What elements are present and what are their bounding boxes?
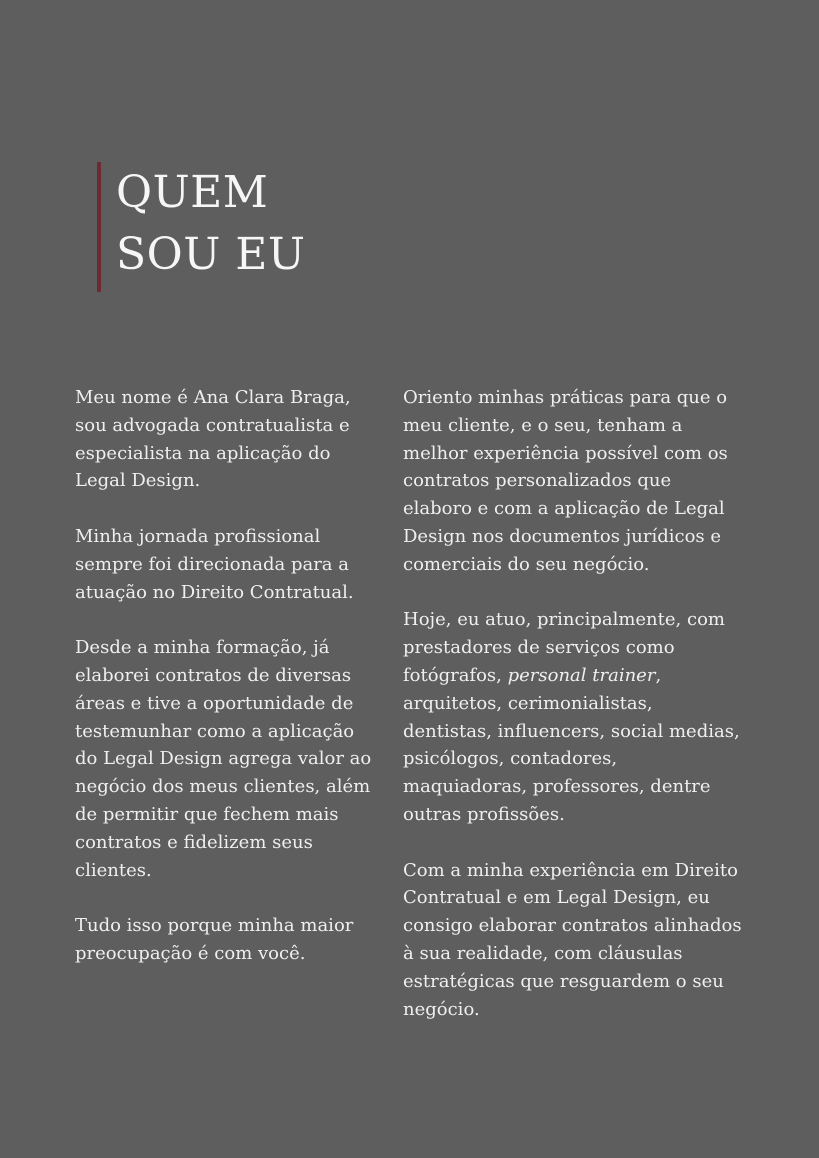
text-line: Hoje, eu atuo, principalmente, com xyxy=(403,609,725,631)
text-line: Minha jornada profissional xyxy=(75,525,321,547)
text-line: do Legal Design agrega valor ao xyxy=(75,748,372,770)
left-text-column xyxy=(75,384,385,968)
paragraph-gap xyxy=(75,495,385,523)
text-line: Legal Design. xyxy=(75,470,201,492)
text-line: testemunhar como a aplicação xyxy=(75,720,355,742)
text-line: à sua realidade, com cláusulas xyxy=(403,942,683,964)
paragraph-journey xyxy=(75,523,385,606)
text-line: clientes. xyxy=(75,859,152,881)
text-line: contratos e fidelizem seus xyxy=(75,831,313,853)
text-line: elaboro e com a aplicação de Legal xyxy=(403,498,725,520)
text-fragment: , xyxy=(655,664,662,686)
paragraph-gap xyxy=(403,829,748,857)
text-line: dentistas, influencers, social medias, xyxy=(403,720,740,742)
text-line: outras profissões. xyxy=(403,803,565,825)
text-line: maquiadoras, professores, dentre xyxy=(403,776,711,798)
text-line: preocupação é com você. xyxy=(75,942,306,964)
page-title-block xyxy=(97,162,305,292)
text-line: Desde a minha formação, já xyxy=(75,637,330,659)
italic-term: personal trainer xyxy=(507,664,656,686)
text-line: atuação no Direito Contratual. xyxy=(75,581,354,603)
text-line: consigo elaborar contratos alinhados xyxy=(403,915,742,937)
text-line: Tudo isso porque minha maior xyxy=(75,915,354,937)
text-line: contratos personalizados que xyxy=(403,470,672,492)
text-line: Contratual e em Legal Design, eu xyxy=(403,887,710,909)
page-title-line-2: SOU EU xyxy=(116,229,306,280)
text-line: Oriento minhas práticas para que o xyxy=(403,387,728,408)
text-line: especialista na aplicação do xyxy=(75,442,331,464)
text-line: estratégicas que resguardem o seu xyxy=(403,970,724,992)
page-title-line-1: QUEM xyxy=(116,167,269,218)
paragraph-experience xyxy=(75,634,385,884)
paragraph-gap xyxy=(403,579,748,607)
text-line: comerciais do seu negócio. xyxy=(403,553,650,575)
text-line: sempre foi direcionada para a xyxy=(75,553,349,575)
text-line: elaborei contratos de diversas xyxy=(75,664,352,686)
text-line: Com a minha experiência em Direito xyxy=(403,859,738,881)
text-line-mixed xyxy=(403,662,748,690)
paragraph-intro xyxy=(75,384,385,495)
paragraph-gap xyxy=(75,884,385,912)
right-text-column xyxy=(403,384,748,1023)
text-line: Meu nome é Ana Clara Braga, xyxy=(75,387,351,408)
paragraph-expertise xyxy=(403,857,748,1024)
text-line: arquitetos, cerimonialistas, xyxy=(403,692,653,714)
text-fragment: fotógrafos, xyxy=(403,664,508,686)
text-line: prestadores de serviços como xyxy=(403,637,675,659)
text-line: meu cliente, e o seu, tenham a xyxy=(403,414,683,436)
text-line: áreas e tive a oportunidade de xyxy=(75,692,354,714)
paragraph-practices xyxy=(403,384,748,579)
paragraph-clients xyxy=(403,606,748,828)
paragraph-concern xyxy=(75,912,385,968)
text-line: de permitir que fechem mais xyxy=(75,803,339,825)
text-line: negócio dos meus clientes, além xyxy=(75,776,371,798)
text-line: sou advogada contratualista e xyxy=(75,414,350,436)
paragraph-gap xyxy=(75,606,385,634)
text-line: negócio. xyxy=(403,998,480,1020)
text-line: melhor experiência possível com os xyxy=(403,442,728,464)
text-line: psicólogos, contadores, xyxy=(403,748,618,770)
text-line: Design nos documentos jurídicos e xyxy=(403,525,722,547)
